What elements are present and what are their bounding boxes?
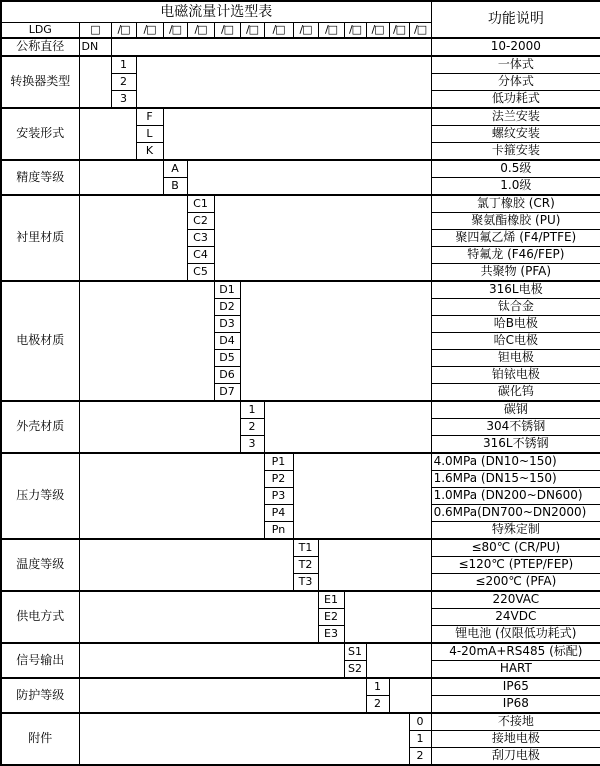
desc-cell: HART <box>431 661 600 679</box>
desc-cell: 分体式 <box>431 74 600 91</box>
desc-cell: 24VDC <box>431 609 600 626</box>
spacer-cell <box>79 539 293 591</box>
code-cell: P3 <box>264 488 293 505</box>
desc-cell: 聚氨酯橡胶 (PU) <box>431 213 600 230</box>
model-code-box: /□ <box>240 23 264 39</box>
model-prefix: LDG <box>1 23 79 39</box>
spacer-cell <box>264 401 431 453</box>
table-title: 电磁流量计选型表 <box>1 1 431 23</box>
spacer-cell <box>79 678 366 713</box>
desc-cell: 1.6MPa (DN15~150) <box>431 471 600 488</box>
desc-cell: 碳钢 <box>431 401 600 419</box>
category-installation-type: 安装形式 <box>1 108 79 160</box>
desc-cell: 碳化钨 <box>431 384 600 402</box>
code-cell: F <box>136 108 163 126</box>
desc-cell: 螺纹安装 <box>431 126 600 143</box>
desc-cell: 10-2000 <box>431 38 600 56</box>
spacer-cell <box>79 591 318 643</box>
code-cell: DN <box>79 38 111 56</box>
desc-cell: 316L不锈钢 <box>431 436 600 454</box>
desc-cell: 4.0MPa (DN10~150) <box>431 453 600 471</box>
code-cell: C2 <box>187 213 214 230</box>
code-cell: A <box>163 160 187 178</box>
category-temperature-rating: 温度等级 <box>1 539 79 591</box>
spacer-cell <box>240 281 431 401</box>
spacer-cell <box>389 678 431 713</box>
category-lining-material: 衬里材质 <box>1 195 79 281</box>
code-cell: K <box>136 143 163 161</box>
desc-cell: 低功耗式 <box>431 91 600 109</box>
desc-cell: 接地电极 <box>431 731 600 748</box>
model-code-box: /□ <box>111 23 136 39</box>
model-code-box: /□ <box>136 23 163 39</box>
code-cell: L <box>136 126 163 143</box>
desc-cell: 1.0MPa (DN200~DN600) <box>431 488 600 505</box>
desc-cell: 哈C电极 <box>431 333 600 350</box>
model-code-box: /□ <box>389 23 409 39</box>
code-cell: 1 <box>409 731 431 748</box>
model-code-box: /□ <box>264 23 293 39</box>
desc-cell: IP68 <box>431 696 600 714</box>
code-cell: D2 <box>214 299 240 316</box>
code-cell: D1 <box>214 281 240 299</box>
model-code-box: /□ <box>409 23 431 39</box>
desc-cell: 钛合金 <box>431 299 600 316</box>
model-code-box: /□ <box>318 23 344 39</box>
spacer-cell <box>79 56 111 108</box>
category-accuracy-class: 精度等级 <box>1 160 79 195</box>
code-cell: 2 <box>409 748 431 766</box>
code-cell: P1 <box>264 453 293 471</box>
category-power-supply: 供电方式 <box>1 591 79 643</box>
code-cell: P2 <box>264 471 293 488</box>
code-cell: T1 <box>293 539 318 557</box>
code-cell: 1 <box>240 401 264 419</box>
desc-cell: 刮刀电极 <box>431 748 600 766</box>
desc-cell: 一体式 <box>431 56 600 74</box>
model-code-box: /□ <box>187 23 214 39</box>
desc-cell: 304不锈钢 <box>431 419 600 436</box>
spacer-cell <box>111 38 431 56</box>
spacer-cell <box>79 401 240 453</box>
code-cell: Pn <box>264 522 293 540</box>
spacer-cell <box>187 160 431 195</box>
spacer-cell <box>79 281 214 401</box>
category-pressure-rating: 压力等级 <box>1 453 79 539</box>
code-cell: B <box>163 178 187 196</box>
desc-cell: 1.0级 <box>431 178 600 196</box>
desc-cell: 不接地 <box>431 713 600 731</box>
code-cell: D6 <box>214 367 240 384</box>
desc-cell: IP65 <box>431 678 600 696</box>
category-electrode-material: 电极材质 <box>1 281 79 401</box>
code-cell: P4 <box>264 505 293 522</box>
code-cell: S1 <box>344 643 366 661</box>
desc-cell: 氯丁橡胶 (CR) <box>431 195 600 213</box>
code-cell: 2 <box>111 74 136 91</box>
spacer-cell <box>344 591 431 643</box>
spacer-cell <box>79 160 163 195</box>
code-cell: E1 <box>318 591 344 609</box>
code-cell: 1 <box>366 678 389 696</box>
desc-cell: 卡箍安装 <box>431 143 600 161</box>
category-accessories: 附件 <box>1 713 79 765</box>
desc-cell: 220VAC <box>431 591 600 609</box>
desc-cell: 316L电极 <box>431 281 600 299</box>
code-cell: S2 <box>344 661 366 679</box>
desc-cell: 铂铱电极 <box>431 367 600 384</box>
desc-cell: 共聚物 (PFA) <box>431 264 600 282</box>
code-cell: 2 <box>240 419 264 436</box>
desc-cell: 哈B电极 <box>431 316 600 333</box>
spacer-cell <box>136 56 431 108</box>
desc-cell: ≤200℃ (PFA) <box>431 574 600 592</box>
code-cell: D4 <box>214 333 240 350</box>
desc-cell: 4-20mA+RS485 (标配) <box>431 643 600 661</box>
code-cell: 1 <box>111 56 136 74</box>
model-code-box: /□ <box>366 23 389 39</box>
spacer-cell <box>318 539 431 591</box>
spacer-cell <box>293 453 431 539</box>
function-column-header: 功能说明 <box>431 1 600 38</box>
category-signal-output: 信号输出 <box>1 643 79 678</box>
spacer-cell <box>79 453 264 539</box>
spacer-cell <box>214 195 431 281</box>
model-code-box: /□ <box>344 23 366 39</box>
model-code-box: /□ <box>163 23 187 39</box>
category-housing-material: 外壳材质 <box>1 401 79 453</box>
desc-cell: 钽电极 <box>431 350 600 367</box>
model-code-box: /□ <box>214 23 240 39</box>
desc-cell: 特殊定制 <box>431 522 600 540</box>
model-code-box: □ <box>79 23 111 39</box>
code-cell: 0 <box>409 713 431 731</box>
spacer-cell <box>79 195 187 281</box>
category-protection-class: 防护等级 <box>1 678 79 713</box>
desc-cell: 聚四氟乙烯 (F4/PTFE) <box>431 230 600 247</box>
code-cell: E3 <box>318 626 344 644</box>
spacer-cell <box>366 643 431 678</box>
desc-cell: 锂电池 (仅限低功耗式) <box>431 626 600 644</box>
desc-cell: 0.6MPa(DN700~DN2000) <box>431 505 600 522</box>
desc-cell: ≤120℃ (PTEP/FEP) <box>431 557 600 574</box>
desc-cell: 法兰安装 <box>431 108 600 126</box>
code-cell: C3 <box>187 230 214 247</box>
code-cell: C4 <box>187 247 214 264</box>
code-cell: D3 <box>214 316 240 333</box>
spacer-cell <box>79 643 344 678</box>
code-cell: D5 <box>214 350 240 367</box>
code-cell: T2 <box>293 557 318 574</box>
model-code-box: /□ <box>293 23 318 39</box>
code-cell: C1 <box>187 195 214 213</box>
category-nominal-diameter: 公称直径 <box>1 38 79 56</box>
spacer-cell <box>163 108 431 160</box>
code-cell: C5 <box>187 264 214 282</box>
code-cell: 3 <box>111 91 136 109</box>
code-cell: 2 <box>366 696 389 714</box>
code-cell: D7 <box>214 384 240 402</box>
category-converter-type: 转换器类型 <box>1 56 79 108</box>
spacer-cell <box>79 108 136 160</box>
desc-cell: 特氟龙 (F46/FEP) <box>431 247 600 264</box>
desc-cell: 0.5级 <box>431 160 600 178</box>
desc-cell: ≤80℃ (CR/PU) <box>431 539 600 557</box>
code-cell: T3 <box>293 574 318 592</box>
code-cell: E2 <box>318 609 344 626</box>
code-cell: 3 <box>240 436 264 454</box>
spacer-cell <box>79 713 409 765</box>
